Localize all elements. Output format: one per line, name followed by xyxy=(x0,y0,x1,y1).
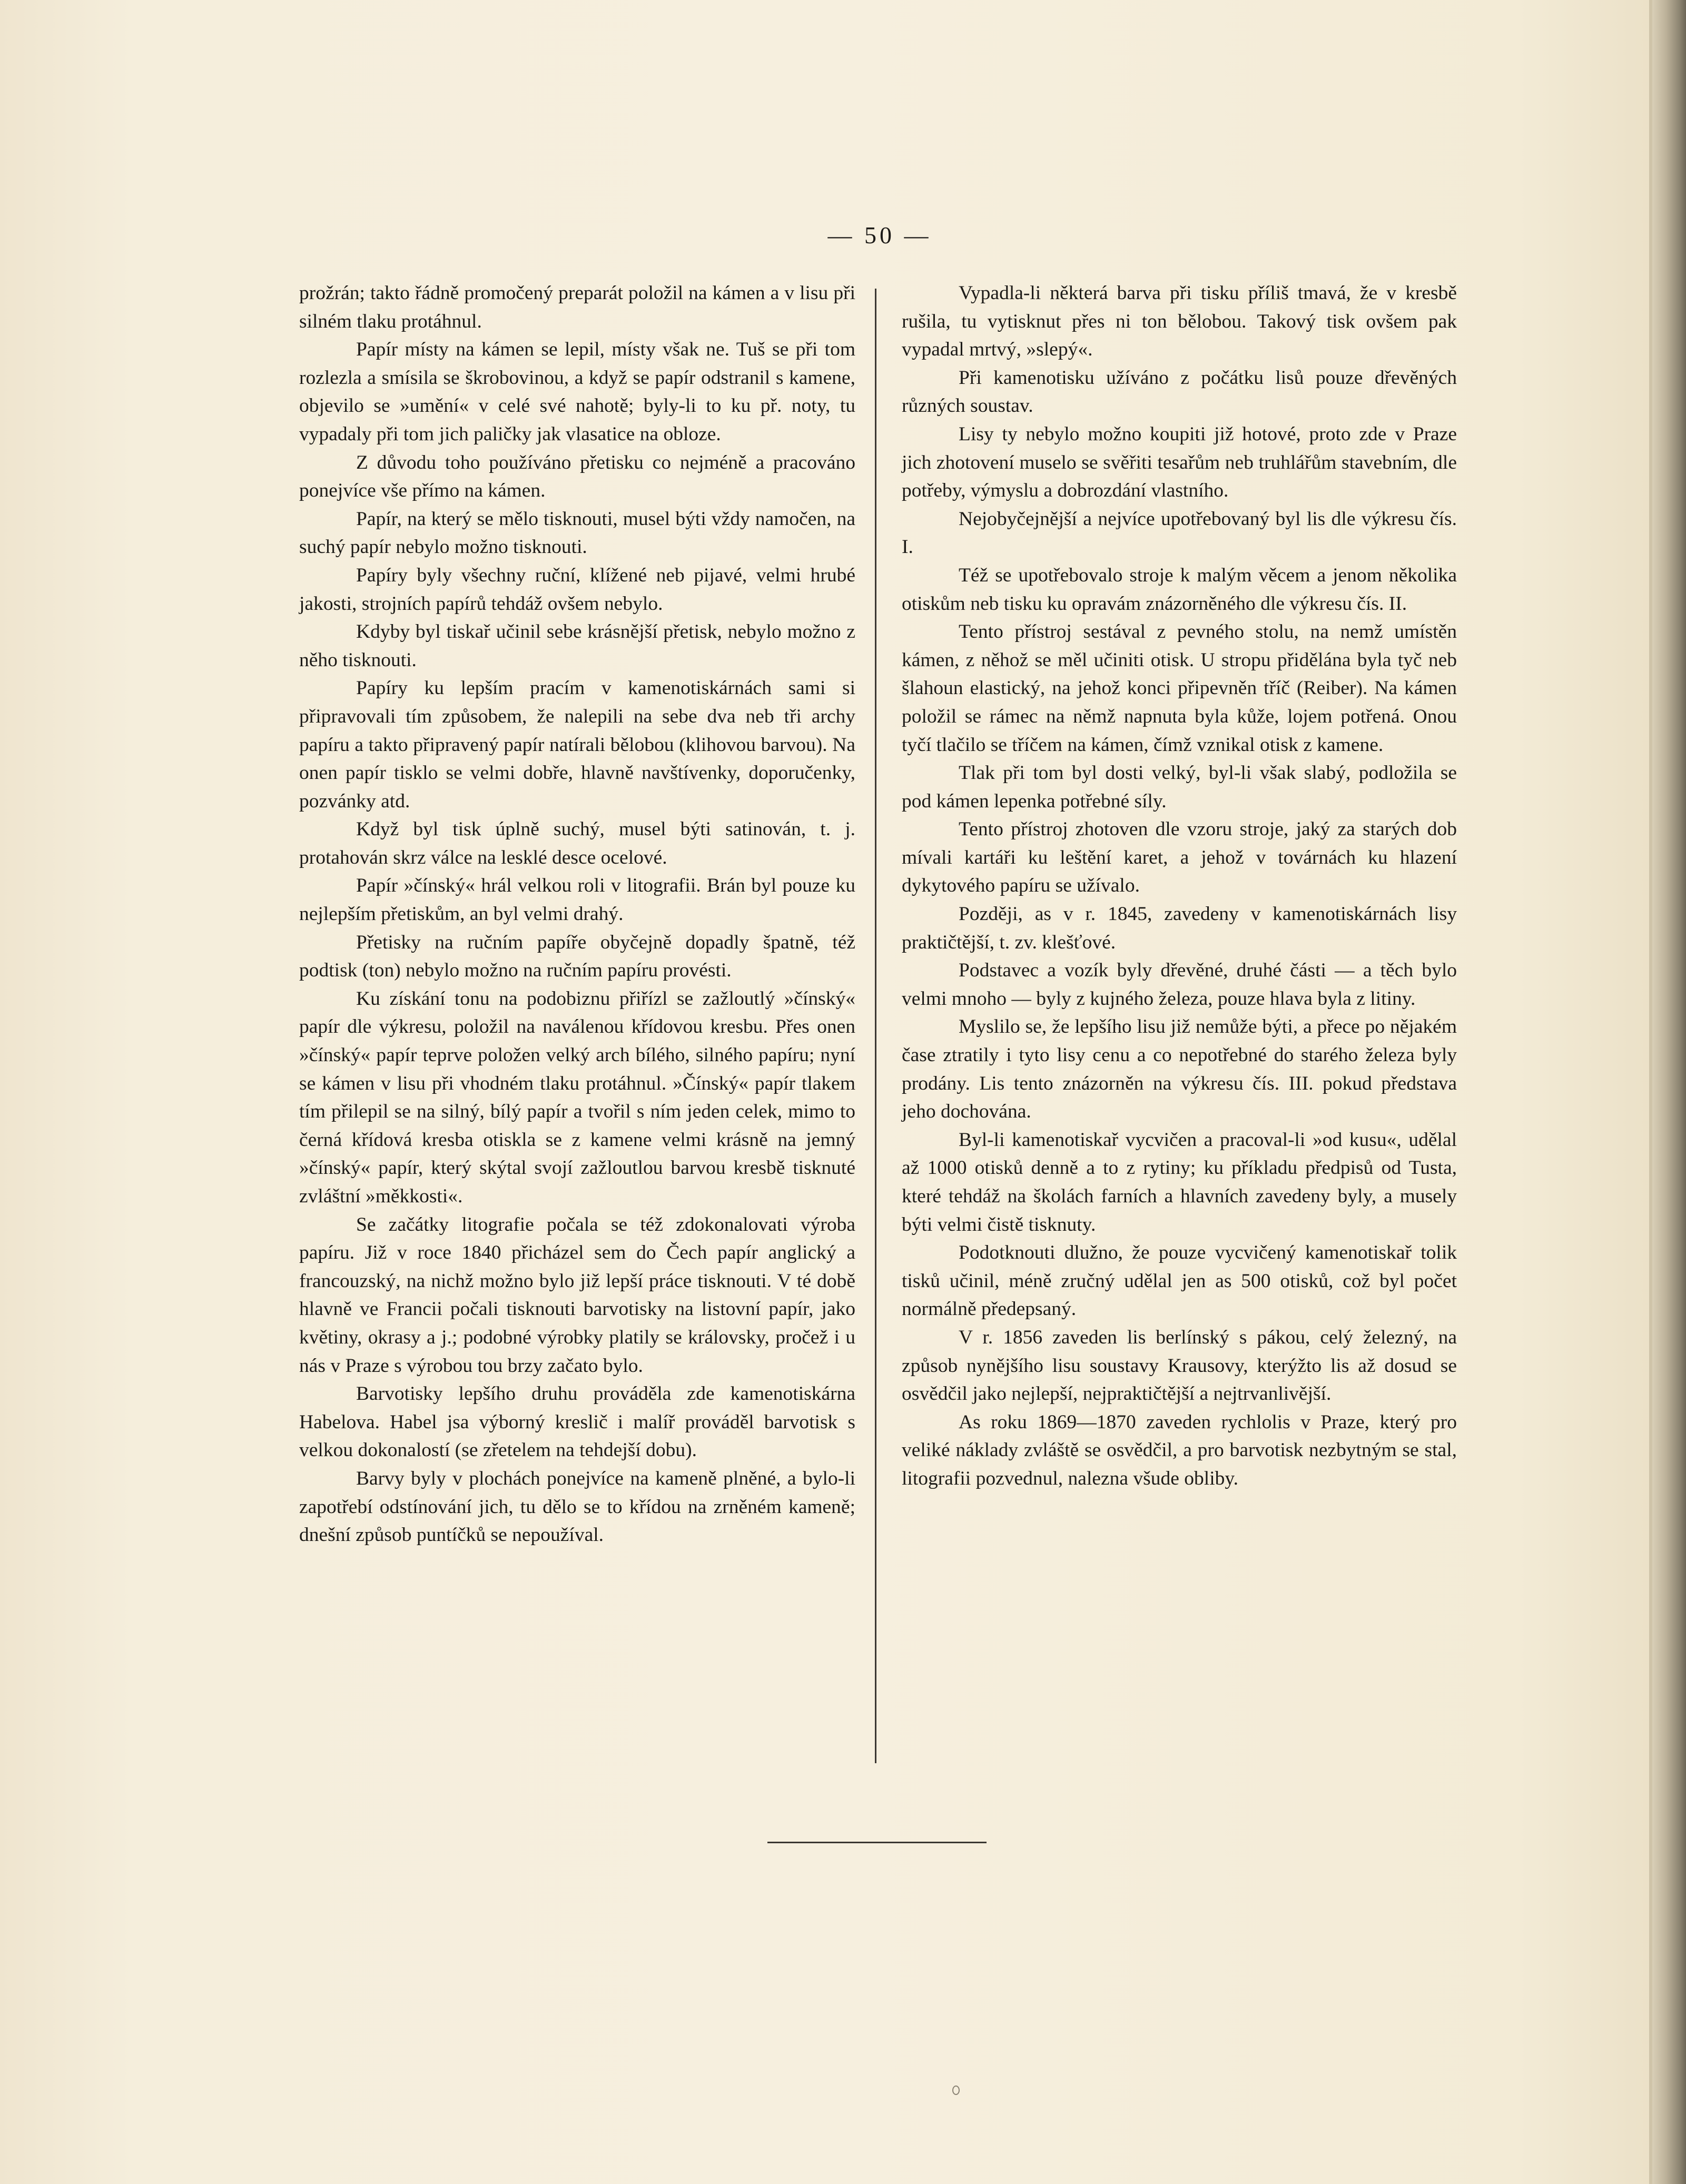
paper-speck xyxy=(952,2086,960,2095)
right-column xyxy=(902,279,1457,1493)
paragraph: prožrán; takto řádně promočený preparát položil na kámen a v lisu při silném tlaku protáhnul. xyxy=(299,282,855,332)
gutter-edge xyxy=(1649,0,1652,2184)
paragraph: Kdyby byl tiskař učinil sebe krásnější přetisk, nebylo možno z něho tisknouti. xyxy=(299,621,855,671)
paragraph: Papír, na který se mělo tisknouti, musel býti vždy namočen, na suchý papír nebylo možno tisknouti. xyxy=(299,508,855,558)
paragraph: Papíry ku lepším pracím v kamenotiskárnách sami si připravovali tím způsobem, že nalepili na sebe dva neb tři archy papíru a takto připravený papír natírali bělobou (klihovou barvou). Na onen papír tisklo se velmi dobře, hlavně navštívenky, doporučenky, pozvánky atd. xyxy=(299,677,855,812)
paragraph: Barvotisky lepšího druhu prováděla zde kamenotiskárna Habelova. Habel jsa výborný kreslič i malíř prováděl barvotisk s velkou dokonalostí (se zřetelem na tehdejší dobu). xyxy=(299,1383,855,1461)
paragraph: Tento přístroj sestával z pevného stolu, na nemž umístěn kámen, z něhož se měl učiniti otisk. U stropu přidělána byla tyč neb šlahoun elastický, na jehož konci připevněn tříč (Reiber). Na kámen položil se rámec na němž napnuta byla kůže, lojem potřená. Onou tyčí tlačilo se tříčem na kámen, čímž vznikal otisk z kamene. xyxy=(902,621,1457,756)
paragraph: Též se upotřebovalo stroje k malým věcem a jenom několika otiskům neb tisku ku opravám znázorněného dle výkresu čís. II. xyxy=(902,564,1457,615)
paragraph: Byl-li kamenotiskař vycvičen a pracoval-li »od kusu«, udělal až 1000 otisků denně a to z rytiny; ku příkladu předpisů od Tusta, které tehdáž na školách farních a hlavních zavedeny byly, a musely býti velmi čistě tisknuty. xyxy=(902,1129,1457,1236)
page-number: — 50 — xyxy=(827,222,932,249)
end-rule xyxy=(767,1842,987,1843)
column-divider xyxy=(875,289,876,1763)
paragraph: Později, as v r. 1845, zavedeny v kamenotiskárnách lisy praktičtější, t. zv. klešťové. xyxy=(902,903,1457,953)
paragraph: V r. 1856 zaveden lis berlínský s pákou, celý železný, na způsob nynějšího lisu soustavy Krausovy, kterýžto lis až dosud se osvědčil jako nejlepší, nejpraktičtější a nejtrvanlivější. xyxy=(902,1326,1457,1405)
paragraph: Když byl tisk úplně suchý, musel býti satinován, t. j. protahován skrz válce na lesklé desce ocelové. xyxy=(299,818,855,868)
paragraph: Barvy byly v plochách ponejvíce na kameně plněné, a bylo-li zapotřebí odstínování jich, tu dělo se to křídou na zrněném kameně; dnešní způsob puntíčků se nepoužíval. xyxy=(299,1467,855,1546)
paragraph: Podstavec a vozík byly dřevěné, druhé části — a těch bylo velmi mnoho — byly z kujného železa, pouze hlava byla z litiny. xyxy=(902,960,1457,1010)
paragraph: Z důvodu toho používáno přetisku co nejméně a pracováno ponejvíce vše přímo na kámen. xyxy=(299,451,855,502)
paragraph: Podotknouti dlužno, že pouze vycvičený kamenotiskař tolik tisků učinil, méně zručný udělal jen as 500 otisků, což byl počet normálně předepsaný. xyxy=(902,1242,1457,1320)
paragraph: Tlak při tom byl dosti velký, byl-li však slabý, podložila se pod kámen lepenka potřebné síly. xyxy=(902,762,1457,812)
paragraph: As roku 1869—1870 zaveden rychlolis v Praze, který pro veliké náklady zvláště se osvědčil, a pro barvotisk nezbytným se stal, litografii pozvednul, nalezna všude obliby. xyxy=(902,1411,1457,1489)
paragraph: Tento přístroj zhotoven dle vzoru stroje, jaký za starých dob mívali kartáři ku leštění karet, a jehož v továrnách ku hlazení dykytového papíru se užívalo. xyxy=(902,818,1457,897)
paragraph: Při kamenotisku užíváno z počátku lisů pouze dřevěných různých soustav. xyxy=(902,367,1457,417)
paragraph: Se začátky litografie počala se též zdokonalovati výroba papíru. Již v roce 1840 přicházel sem do Čech papír anglický a francouzský, na nichž možno bylo již lepší práce tisknouti. V té době hlavně ve Francii počali tisknouti barvotisky na listovní papír, jako květiny, okrasy a j.; podobné výrobky platily se královsky, pročež i u nás v Praze s výrobou tou brzy začato bylo. xyxy=(299,1213,855,1377)
paragraph: Papír místy na kámen se lepil, místy však ne. Tuš se při tom rozlezla a smísila se škrobovinou, a když se papír odstranil s kamene, objevilo se »umění« v celé své nahotě; byly-li to ku př. noty, tu vypadaly při tom jich paličky jak vlasatice na obloze. xyxy=(299,339,855,445)
paragraph: Vypadla-li některá barva při tisku příliš tmavá, že v kresbě rušila, tu vytisknut přes ni ton bělobou. Takový tisk ovšem pak vypadal mrtvý, »slepý«. xyxy=(902,282,1457,361)
book-spine xyxy=(1652,0,1686,2184)
paragraph: Myslilo se, že lepšího lisu již nemůže býti, a přece po nějakém čase ztratily i tyto lisy cenu a co nepotřebné do starého železa byly prodány. Lis tento znázorněn na výkresu čís. III. pokud představa jeho dochována. xyxy=(902,1016,1457,1123)
paragraph: Nejobyčejnější a nejvíce upotřebovaný byl lis dle výkresu čís. I. xyxy=(902,508,1457,558)
paragraph: Ku získání tonu na podobiznu přiřízl se zažloutlý »čínský« papír dle výkresu, položil na naválenou křídovou kresbu. Přes onen »čínský« papír teprve položen velký arch bílého, silného papíru; nyní se kámen v lisu při vhodném tlaku protáhnul. »Čínský« papír tlakem tím přilepil se na silný, bílý papír a tvořil s ním jeden celek, mimo to černá křídová kresba otiskla se z kamene velmi krásně na jemný »čínský« papír, který skýtal svojí zažloutlou barvou kresbě tisknuté zvláštní »měkkosti«. xyxy=(299,987,855,1207)
left-column xyxy=(299,279,855,1549)
paragraph: Papír »čínský« hrál velkou roli v litografii. Brán byl pouze ku nejlepším přetiskům, an byl velmi drahý. xyxy=(299,875,855,925)
paragraph: Přetisky na ručním papíře obyčejně dopadly špatně, též podtisk (ton) nebylo možno na ručním papíru provésti. xyxy=(299,931,855,982)
paragraph: Lisy ty nebylo možno koupiti již hotové, proto zde v Praze jich zhotovení muselo se svěřiti tesařům neb truhlářům stavebním, dle potřeby, výmyslu a dobrozdání vlastního. xyxy=(902,423,1457,502)
paragraph: Papíry byly všechny ruční, klížené neb pijavé, velmi hrubé jakosti, strojních papírů tehdáž ovšem nebylo. xyxy=(299,564,855,615)
